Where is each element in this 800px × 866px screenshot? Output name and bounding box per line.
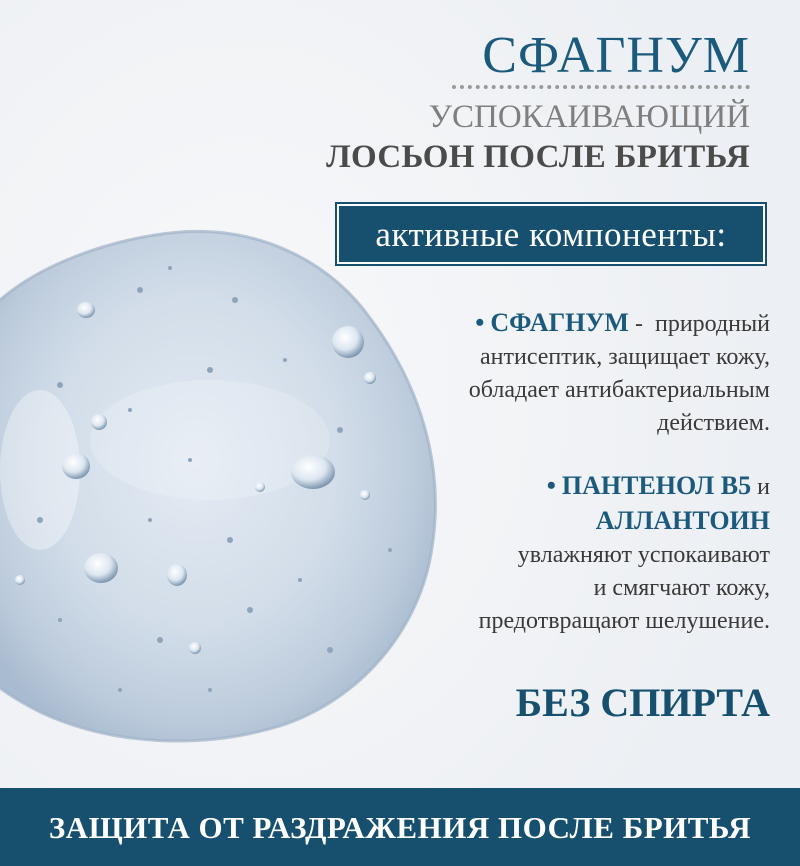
component-sphagnum — [469, 306, 770, 440]
components-header: активные компоненты: — [375, 214, 727, 254]
component-sphagnum-line3: обладает антибактериальным — [468, 377, 770, 403]
component-panthenol-line3: увлажняют успокаивают — [517, 542, 770, 568]
component-panthenol-name: ПАНТЕНОЛ B5 — [561, 471, 752, 500]
component-conjunction: и — [757, 474, 770, 500]
component-panthenol-line1 — [479, 469, 770, 504]
component-panthenol-line2 — [479, 504, 770, 539]
product-subtitle-line2: ЛОСЬОН ПОСЛЕ БРИТЬЯ — [326, 139, 750, 175]
component-panthenol-line5: предотвращают шелушение. — [478, 608, 770, 634]
bullet-icon: • — [475, 308, 485, 337]
component-sphagnum-line2: антисептик, защищает кожу, — [479, 344, 770, 370]
component-panthenol — [479, 469, 770, 638]
bullet-icon: • — [546, 471, 556, 500]
product-subtitle-line1: УСПОКАИВАЮЩИЙ — [428, 99, 750, 135]
footer-banner — [0, 788, 800, 866]
component-allantoin-name: АЛЛАНТОИН — [595, 506, 770, 535]
footer-text: ЗАЩИТА ОТ РАЗДРАЖЕНИЯ ПОСЛЕ БРИТЬЯ — [48, 809, 752, 845]
component-separator: - — [628, 311, 649, 337]
components-header-box — [337, 204, 765, 264]
component-sphagnum-line1 — [469, 306, 770, 341]
component-panthenol-line4: и смягчают кожу, — [593, 575, 770, 601]
dotted-divider — [452, 85, 750, 89]
component-sphagnum-name: СФАГНУМ — [490, 308, 629, 337]
component-sphagnum-line4: действием. — [657, 410, 770, 436]
product-name: СФАГНУМ — [482, 27, 750, 84]
component-sphagnum-text: природный — [654, 311, 770, 337]
no-alcohol-label: БЕЗ СПИРТА — [515, 680, 770, 725]
